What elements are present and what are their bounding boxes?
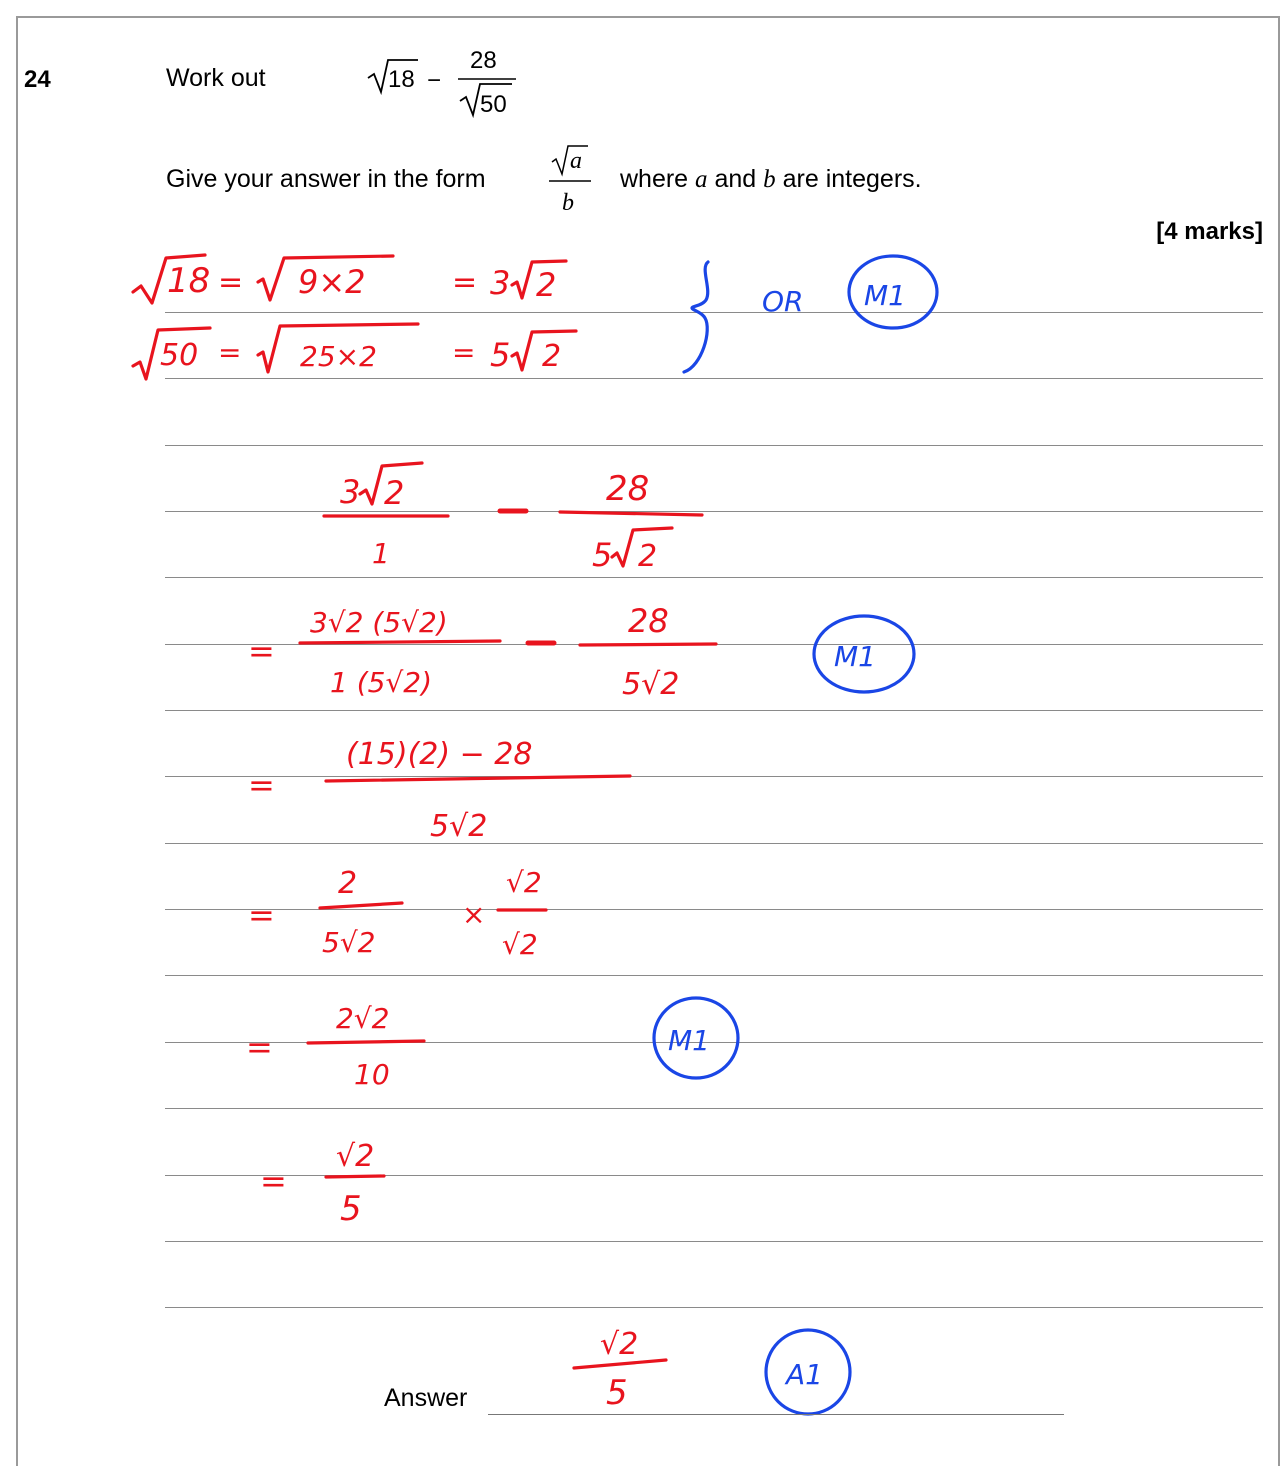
- work-line2-lhs: 50: [160, 338, 199, 373]
- mark-m1-b: M1: [834, 640, 876, 673]
- step2-den2: 5√2: [622, 667, 680, 702]
- work-line2-root: 2: [542, 339, 562, 374]
- form-and: and: [714, 165, 757, 193]
- step4-times: ×: [462, 898, 486, 931]
- step1-num2: 28: [606, 469, 650, 509]
- mark-a1: A1: [786, 1358, 823, 1391]
- expr-operator: −: [427, 67, 442, 94]
- work-line2-mid: 25×2: [300, 340, 377, 373]
- work-line1-eq: =: [218, 265, 244, 300]
- step3-eq: =: [248, 766, 275, 804]
- fraction-bar: [320, 903, 402, 908]
- fraction-bar: [560, 512, 702, 515]
- work-line1-eq2: =: [452, 265, 478, 300]
- step2-eq: =: [248, 632, 275, 670]
- fraction-bar: [580, 644, 716, 645]
- answer-denominator: 5: [606, 1373, 628, 1413]
- step4-num2: √2: [506, 866, 542, 899]
- work-line2-coef: 5: [490, 336, 511, 374]
- question-prompt: Work out: [166, 64, 266, 92]
- work-line1-mid: 9×2: [298, 263, 366, 301]
- mark-m1-c: M1: [668, 1024, 710, 1057]
- step2-num2: 28: [628, 602, 669, 640]
- step4-num: 2: [338, 866, 358, 901]
- form-numerator: a: [570, 148, 582, 174]
- step5-den: 10: [354, 1058, 390, 1091]
- step6-den: 5: [340, 1189, 362, 1229]
- step6-num: √2: [336, 1139, 375, 1174]
- form-instruction: Give your answer in the form: [166, 165, 486, 193]
- step3-num: (15)(2) − 28: [346, 737, 533, 772]
- fraction-bar: [326, 1176, 384, 1177]
- question-number: 24: [24, 66, 51, 93]
- answer-line[interactable]: [488, 1414, 1064, 1415]
- form-denominator: b: [562, 190, 574, 216]
- step5-eq: =: [246, 1028, 273, 1066]
- expr-denominator-root: 50: [480, 91, 507, 118]
- step1-den2-coef: 5: [592, 536, 613, 574]
- step4-eq: =: [248, 896, 275, 934]
- step2-den: 1 (5√2): [330, 666, 433, 699]
- work-line1-root: 2: [536, 266, 557, 304]
- fraction-bar: [300, 641, 500, 643]
- step1-num-coef: 3: [340, 473, 361, 511]
- step1-num-root: 2: [384, 474, 405, 512]
- step4-den2: √2: [502, 928, 538, 961]
- form-suffix-2: are integers.: [782, 165, 922, 193]
- work-line2-eq: =: [218, 336, 242, 369]
- variable-b: b: [763, 166, 776, 193]
- answer-numerator: √2: [600, 1327, 639, 1362]
- brace-icon: [684, 262, 708, 372]
- work-line1-coef: 3: [490, 264, 511, 302]
- fraction-bar: [326, 776, 630, 781]
- variable-a: a: [695, 166, 708, 193]
- or-note: OR: [762, 285, 804, 318]
- step1-den2-root: 2: [638, 539, 658, 574]
- work-line2-eq2: =: [452, 336, 476, 369]
- expr-numerator: 28: [470, 47, 497, 74]
- step4-den: 5√2: [322, 926, 376, 959]
- mark-m1-a: M1: [864, 279, 906, 312]
- step6-eq: =: [260, 1162, 287, 1200]
- marks-label: [4 marks]: [1156, 218, 1263, 245]
- step3-den: 5√2: [430, 809, 488, 844]
- form-suffix-1: where: [620, 165, 689, 193]
- step1-den: 1: [372, 537, 390, 570]
- fraction-bar: [308, 1041, 424, 1043]
- answer-label: Answer: [384, 1384, 468, 1412]
- step5-num: 2√2: [336, 1002, 390, 1035]
- expr-root-term: 18: [388, 66, 415, 93]
- step2-num: 3√2 (5√2): [310, 606, 448, 639]
- work-line1-lhs: 18: [167, 261, 211, 301]
